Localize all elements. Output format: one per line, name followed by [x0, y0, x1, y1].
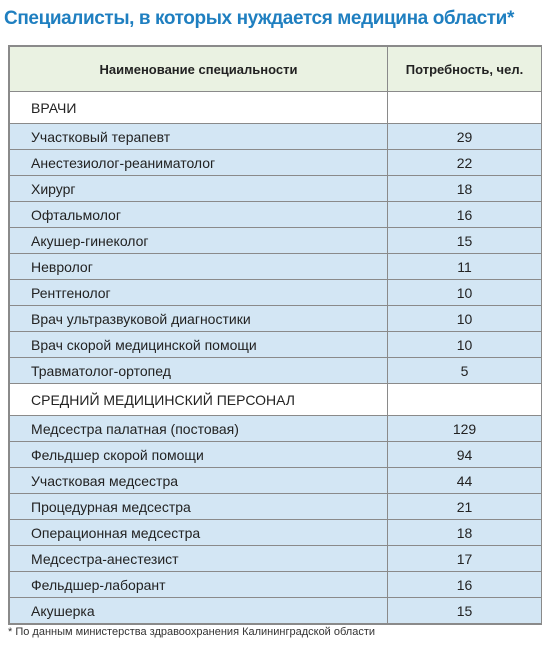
specialty-name: Врач скорой медицинской помощи [10, 332, 388, 358]
table-body [10, 92, 542, 624]
demand-value: 18 [388, 176, 542, 202]
table-row [10, 332, 542, 358]
section-empty-cell [388, 92, 542, 124]
column-header-demand: Потребность, чел. [388, 47, 542, 92]
specialty-name: Процедурная медсестра [10, 494, 388, 520]
demand-value: 16 [388, 572, 542, 598]
section-empty-cell [388, 384, 542, 416]
table-row [10, 306, 542, 332]
specialty-name: Акушерка [10, 598, 388, 624]
table-row [10, 598, 542, 624]
demand-value: 18 [388, 520, 542, 546]
specialty-name: Фельдшер-лаборант [10, 572, 388, 598]
table-header-row [10, 47, 542, 92]
demand-value: 5 [388, 358, 542, 384]
table-row [10, 280, 542, 306]
specialty-name: Операционная медсестра [10, 520, 388, 546]
demand-value: 129 [388, 416, 542, 442]
demand-value: 17 [388, 546, 542, 572]
specialty-name: Медсестра-анестезист [10, 546, 388, 572]
table-row [10, 358, 542, 384]
table-row [10, 228, 542, 254]
column-header-specialty: Наименование специальности [10, 47, 388, 92]
table-row [10, 546, 542, 572]
demand-value: 22 [388, 150, 542, 176]
specialty-name: Фельдшер скорой помощи [10, 442, 388, 468]
specialists-table [8, 45, 542, 625]
specialty-name: Врач ультразвуковой диагностики [10, 306, 388, 332]
specialty-name: Невролог [10, 254, 388, 280]
table-row [10, 416, 542, 442]
section-label: СРЕДНИЙ МЕДИЦИНСКИЙ ПЕРСОНАЛ [10, 384, 388, 416]
demand-value: 10 [388, 306, 542, 332]
table-row [10, 254, 542, 280]
demand-value: 10 [388, 280, 542, 306]
table-row [10, 176, 542, 202]
section-row [10, 92, 542, 124]
table-row [10, 572, 542, 598]
specialty-name: Анестезиолог-реаниматолог [10, 150, 388, 176]
demand-value: 11 [388, 254, 542, 280]
footnote: * По данным министерства здравоохранения Калининградской области [8, 626, 376, 638]
specialty-name: Участковая медсестра [10, 468, 388, 494]
specialty-name: Травматолог-ортопед [10, 358, 388, 384]
table-row [10, 124, 542, 150]
table-row [10, 494, 542, 520]
table-row [10, 150, 542, 176]
demand-value: 94 [388, 442, 542, 468]
specialty-name: Офтальмолог [10, 202, 388, 228]
table-row [10, 202, 542, 228]
page-title: Специалисты, в которых нуждается медицина области* [4, 8, 514, 29]
section-row [10, 384, 542, 416]
table-row [10, 468, 542, 494]
specialty-name: Медсестра палатная (постовая) [10, 416, 388, 442]
demand-value: 16 [388, 202, 542, 228]
section-label: ВРАЧИ [10, 92, 388, 124]
specialty-name: Акушер-гинеколог [10, 228, 388, 254]
table-row [10, 442, 542, 468]
specialty-name: Рентгенолог [10, 280, 388, 306]
demand-value: 44 [388, 468, 542, 494]
demand-value: 29 [388, 124, 542, 150]
specialty-name: Хирург [10, 176, 388, 202]
demand-value: 15 [388, 598, 542, 624]
demand-value: 15 [388, 228, 542, 254]
demand-value: 10 [388, 332, 542, 358]
demand-value: 21 [388, 494, 542, 520]
table-row [10, 520, 542, 546]
specialty-name: Участковый терапевт [10, 124, 388, 150]
